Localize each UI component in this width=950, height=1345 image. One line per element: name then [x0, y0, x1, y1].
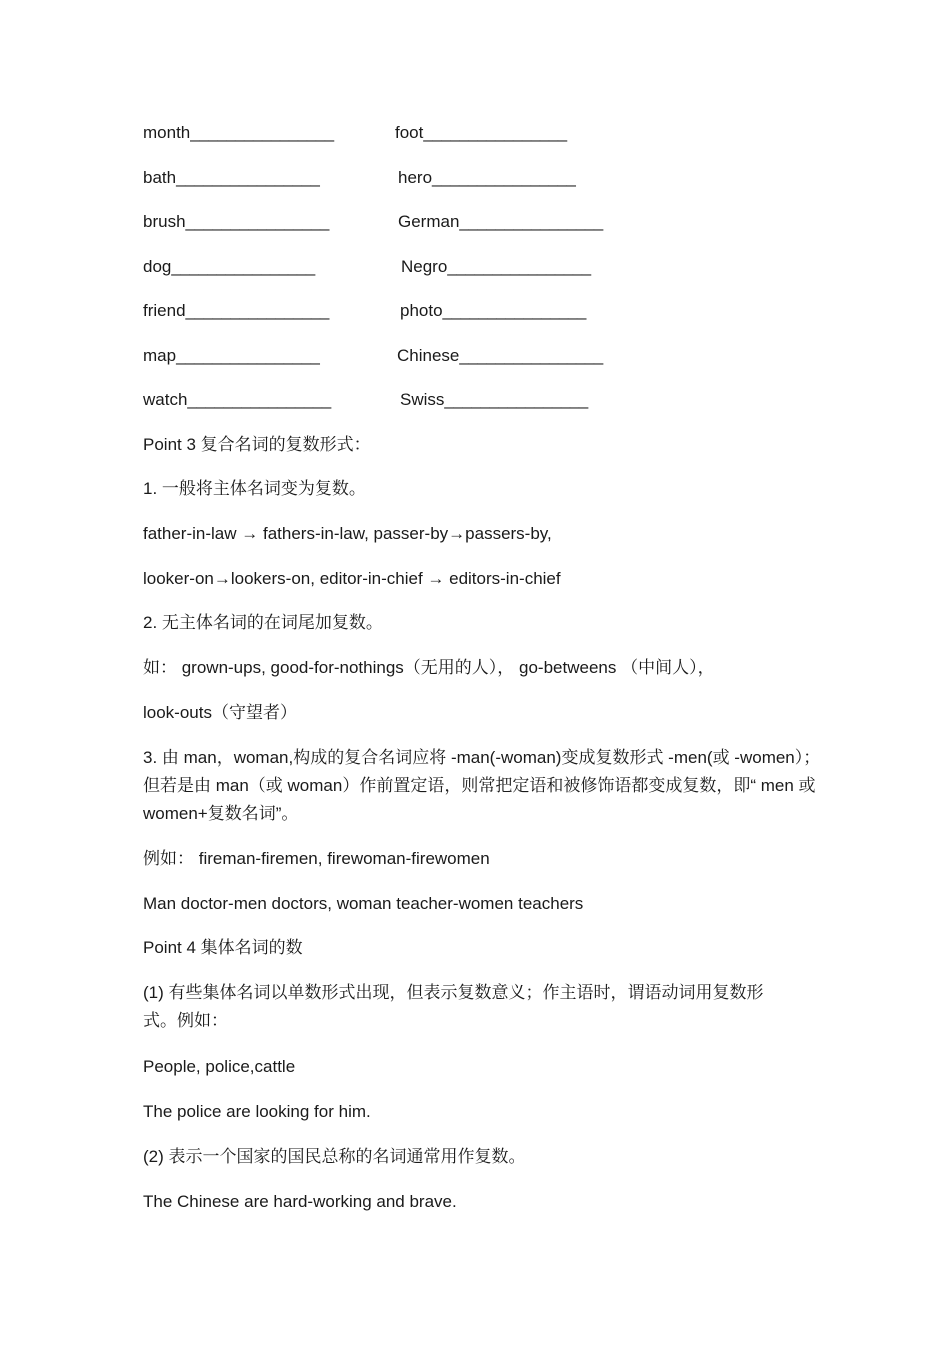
answer-blank[interactable]: ________________	[442, 301, 586, 320]
exercise-item	[398, 164, 575, 192]
exercise-word: foot	[395, 123, 424, 142]
rule-text: 2. 无主体名词的在词尾加复数。	[143, 613, 383, 632]
exercise-word: friend	[143, 301, 186, 320]
answer-blank[interactable]: ________________	[185, 212, 329, 231]
answer-blank[interactable]: ________________	[185, 301, 329, 320]
example-text: 例如： fireman-firemen, firewoman-firewomen	[143, 849, 490, 868]
example-text: People, police,cattle	[143, 1057, 296, 1076]
exercise-item	[143, 297, 329, 325]
exercise-word: Swiss	[400, 390, 445, 409]
exercise-item	[143, 386, 331, 414]
example-text: father-in-law → fathers-in-law, passer-by→passers-by,	[143, 524, 552, 543]
exercise-word: German	[398, 212, 460, 231]
section-heading-point3: Point 3 复合名词的复数形式：	[143, 435, 371, 454]
rule-text: 1. 一般将主体名词变为复数。	[143, 479, 366, 498]
rule-text: (2) 表示一个国家的国民总称的名词通常用作复数。	[143, 1147, 526, 1166]
answer-blank[interactable]: ________________	[423, 123, 567, 142]
answer-blank[interactable]: ________________	[459, 346, 603, 365]
exercise-word: Chinese	[397, 346, 460, 365]
exercise-item	[398, 208, 603, 236]
exercise-word: brush	[143, 212, 186, 231]
example-text: look-outs（守望者）	[143, 703, 297, 722]
answer-blank[interactable]: ________________	[459, 212, 603, 231]
exercise-item	[400, 297, 586, 325]
exercise-word: month	[143, 123, 191, 142]
rule-paragraph: 3. 由 man，woman,构成的复合名词应将 -man(-woman)变成复数形式 -men(或 -women）；但若是由 man（或 woman）作前置定语，则常把定语和被修饰语都变成复数，即“ men 或 women+复数名词”。	[143, 748, 821, 823]
exercise-word: hero	[398, 168, 433, 187]
answer-blank[interactable]: ________________	[432, 168, 576, 187]
section-heading-point4: Point 4 集体名词的数	[143, 938, 303, 957]
exercise-item	[395, 119, 567, 147]
answer-blank[interactable]: ________________	[176, 346, 320, 365]
answer-blank[interactable]: ________________	[447, 257, 591, 276]
exercise-item	[143, 342, 319, 370]
answer-blank[interactable]: ________________	[444, 390, 588, 409]
rule-paragraph: (1) 有些集体名词以单数形式出现，但表示复数意义；作主语时，谓语动词用复数形式。例如：	[143, 983, 764, 1030]
exercise-word: photo	[400, 301, 443, 320]
example-text: Man doctor-men doctors, woman teacher-women teachers	[143, 894, 584, 913]
example-text: 如： grown-ups, good-for-nothings（无用的人）， go-betweens （中间人），	[143, 658, 715, 677]
exercise-word: Negro	[401, 257, 448, 276]
answer-blank[interactable]: ________________	[187, 390, 331, 409]
answer-blank[interactable]: ________________	[176, 168, 320, 187]
exercise-item	[397, 342, 603, 370]
exercise-item	[143, 119, 334, 147]
exercise-word: dog	[143, 257, 172, 276]
exercise-item	[143, 253, 315, 281]
example-text: looker-on→lookers-on, editor-in-chief → editors-in-chief	[143, 569, 561, 588]
answer-blank[interactable]: ________________	[190, 123, 334, 142]
example-text: The police are looking for him.	[143, 1102, 371, 1121]
exercise-item	[401, 253, 591, 281]
example-text: The Chinese are hard-working and brave.	[143, 1192, 457, 1211]
exercise-word: watch	[143, 390, 188, 409]
exercise-item	[400, 386, 588, 414]
exercise-word: bath	[143, 168, 177, 187]
exercise-item	[143, 208, 329, 236]
exercise-word: map	[143, 346, 177, 365]
answer-blank[interactable]: ________________	[171, 257, 315, 276]
exercise-item	[143, 164, 319, 192]
